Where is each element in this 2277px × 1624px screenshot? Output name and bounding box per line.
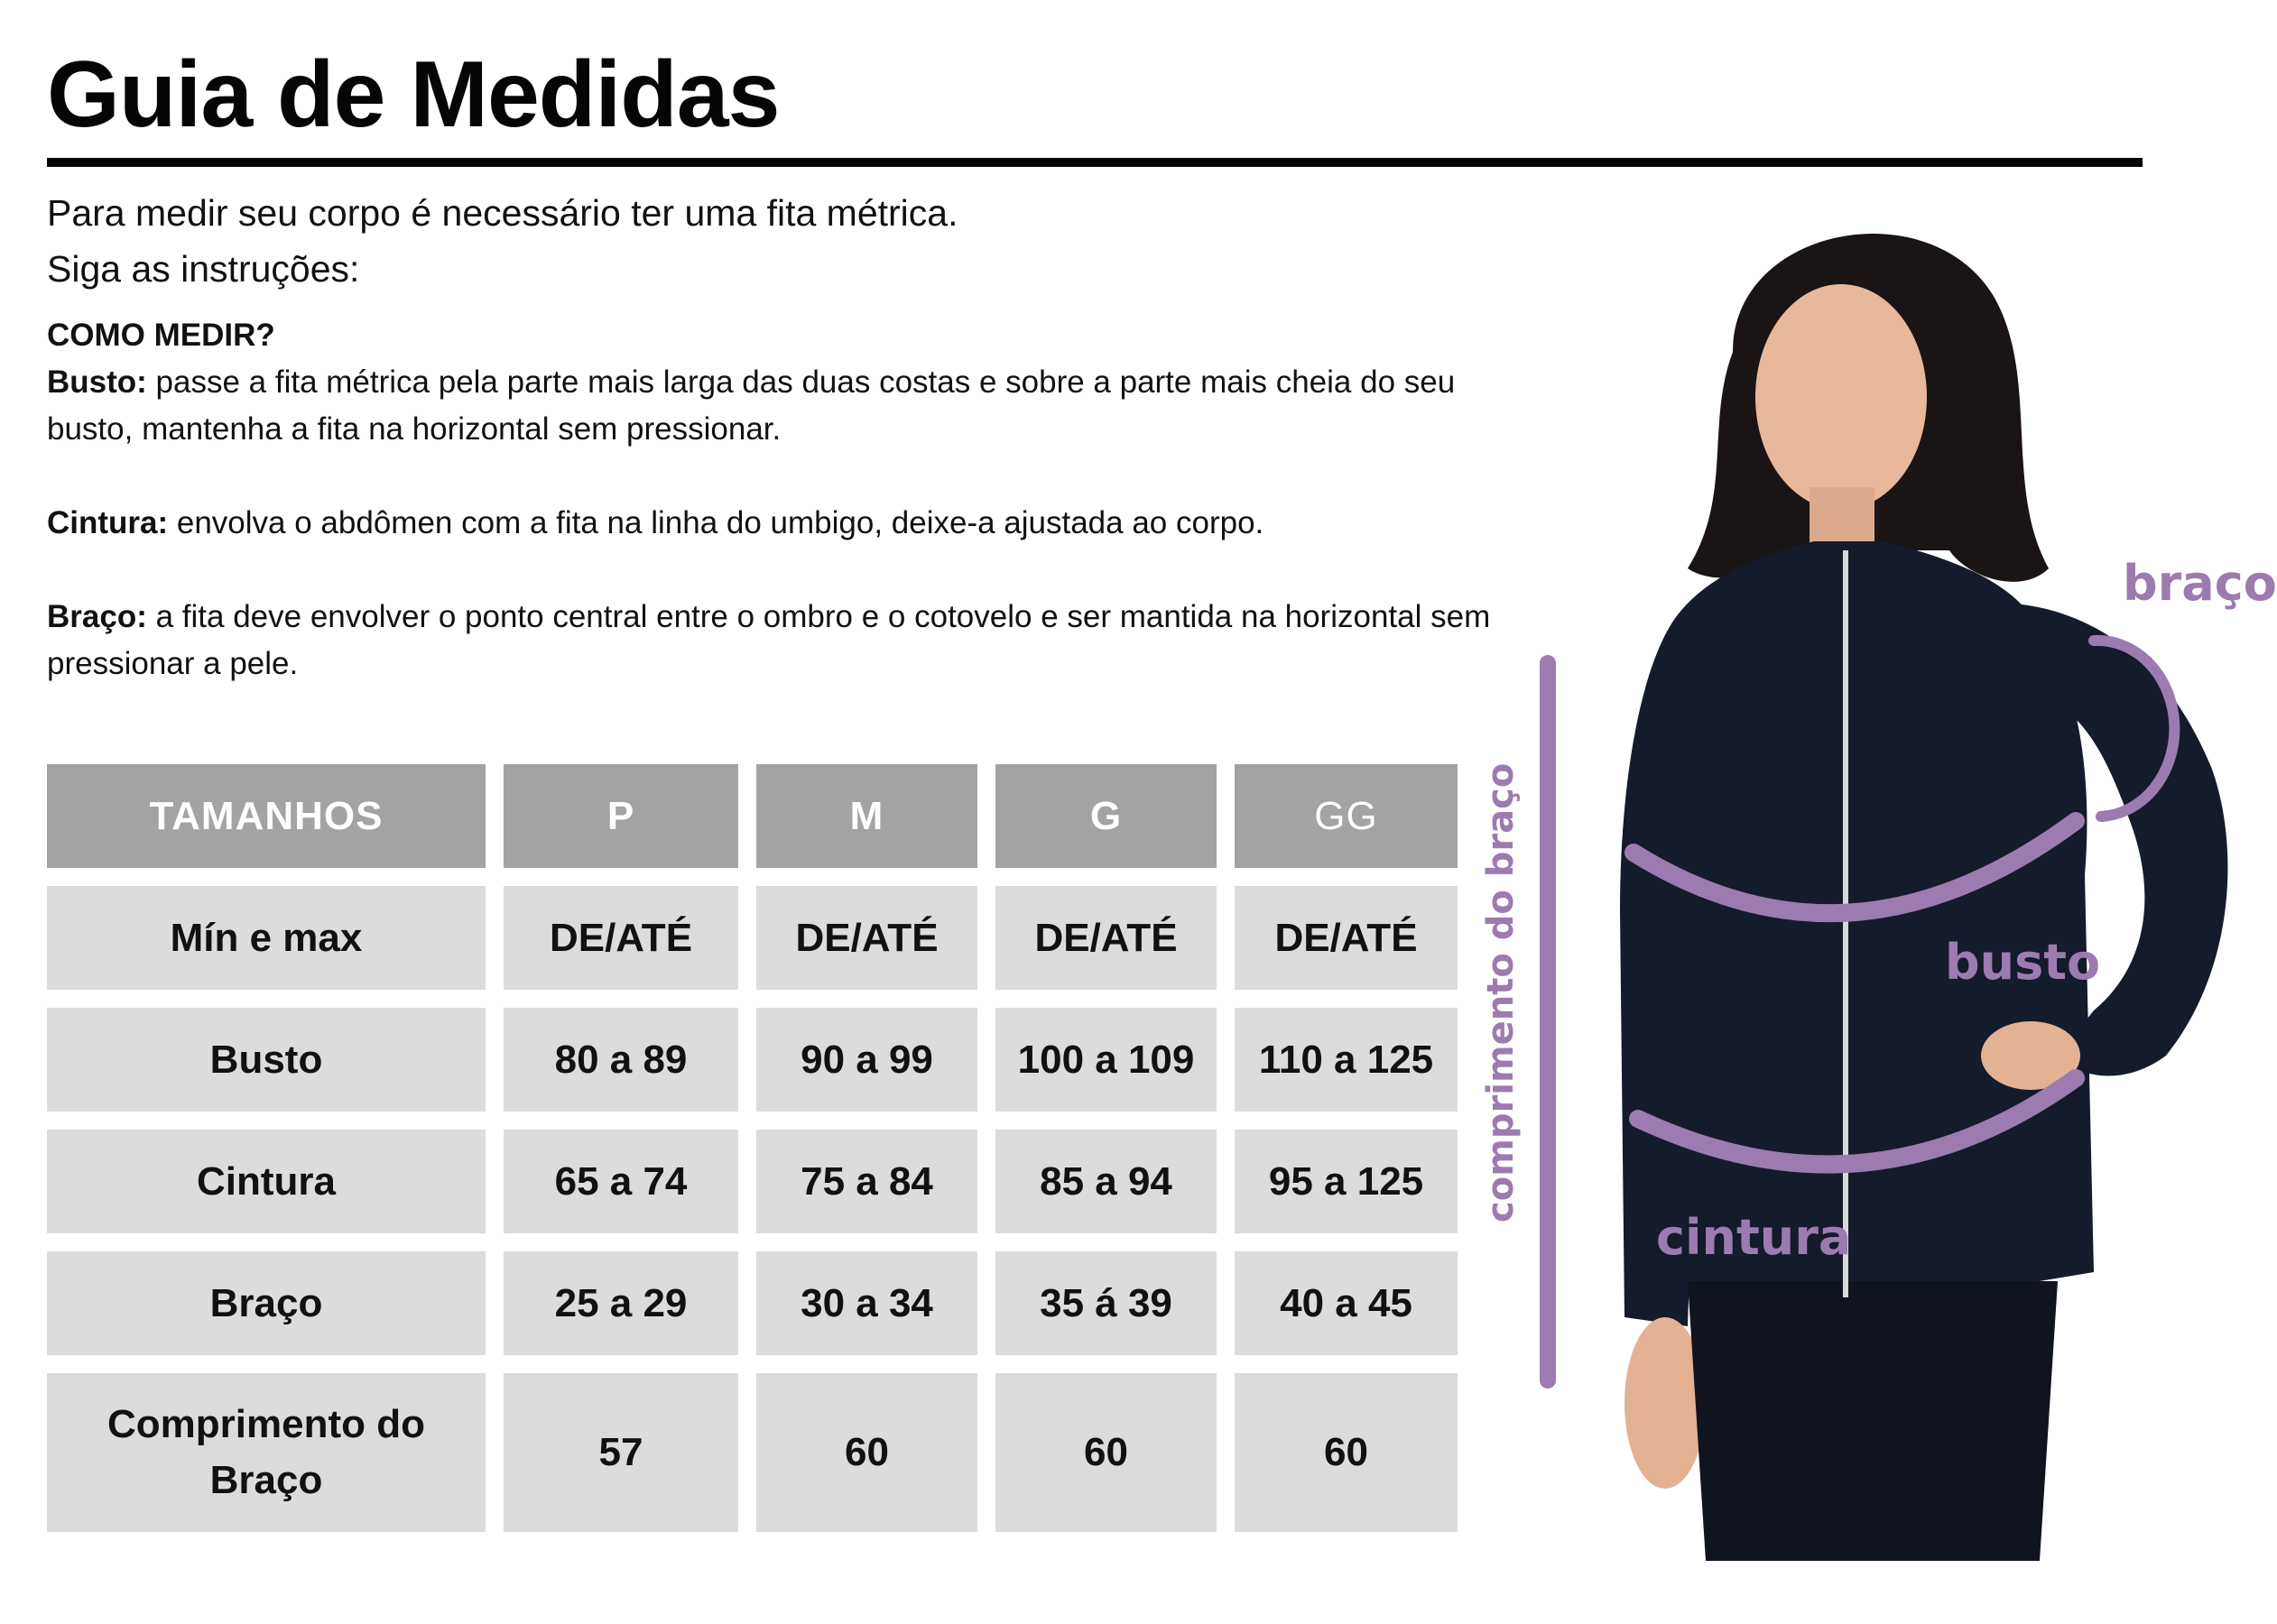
arm-length-gg: 60 xyxy=(1235,1373,1458,1532)
bust-instruction-label: Busto: xyxy=(47,364,147,400)
waist-p: 65 a 74 xyxy=(504,1130,738,1233)
how-to-measure xyxy=(47,312,1536,734)
min-max-p: DE/ATÉ xyxy=(504,886,738,990)
title-divider xyxy=(47,158,2143,167)
bust-gg: 110 a 125 xyxy=(1235,1008,1458,1112)
waist-m: 75 a 84 xyxy=(756,1130,977,1233)
arm-length-p: 57 xyxy=(504,1373,738,1532)
model-figure xyxy=(1462,189,2256,1561)
row-label-min-max: Mín e max xyxy=(47,886,486,990)
min-max-m: DE/ATÉ xyxy=(756,886,977,990)
waist-instruction-label: Cintura: xyxy=(47,505,169,540)
bust-m: 90 a 99 xyxy=(756,1008,977,1112)
arm-instruction-label: Braço: xyxy=(47,599,147,634)
arm-m: 30 a 34 xyxy=(756,1251,977,1355)
table-header-m: M xyxy=(756,764,977,868)
how-to-heading: COMO MEDIR? xyxy=(47,318,275,353)
min-max-g: DE/ATÉ xyxy=(995,886,1217,990)
arm-measure-label: braço xyxy=(2123,555,2277,612)
bust-g: 100 a 109 xyxy=(995,1008,1217,1112)
table-header-p: P xyxy=(504,764,738,868)
waist-g: 85 a 94 xyxy=(995,1130,1217,1233)
model-face xyxy=(1755,284,1927,510)
bust-instruction-text: passe a fita métrica pela parte mais larga das duas costas e sobre a parte mais cheia do seu busto, mantenha a fita na horizontal sem pressionar. xyxy=(47,364,1456,447)
intro-line-1: Para medir seu corpo é necessário ter uma fita métrica. xyxy=(47,192,958,234)
bust-measure-label: busto xyxy=(1945,934,2101,991)
table-header-sizes: TAMANHOS xyxy=(47,764,486,868)
row-label-waist: Cintura xyxy=(47,1130,486,1233)
arm-length-g: 60 xyxy=(995,1373,1217,1532)
arm-length-m: 60 xyxy=(756,1373,977,1532)
model-illustration xyxy=(1462,189,2256,1561)
page-title: Guia de Medidas xyxy=(47,42,780,147)
min-max-gg: DE/ATÉ xyxy=(1235,886,1458,990)
row-label-bust: Busto xyxy=(47,1008,486,1112)
model-jacket xyxy=(1649,541,2094,1308)
intro-text xyxy=(47,185,1536,297)
intro-line-2: Siga as instruções: xyxy=(47,248,360,290)
arm-p: 25 a 29 xyxy=(504,1251,738,1355)
row-label-arm: Braço xyxy=(47,1251,486,1355)
bust-p: 80 a 89 xyxy=(504,1008,738,1112)
table-header-gg: GG xyxy=(1235,764,1458,868)
waist-measure-label: cintura xyxy=(1656,1209,1852,1266)
model-leggings xyxy=(1688,1281,2058,1561)
bust-instruction xyxy=(47,359,1536,453)
arm-gg: 40 a 45 xyxy=(1235,1251,1458,1355)
arm-length-measure-label: comprimento do braço xyxy=(1480,762,1522,1223)
arm-instruction-text: a fita deve envolver o ponto central entre o ombro e o cotovelo e ser mantida na horizontal sem pressionar a pele. xyxy=(47,599,1491,681)
arm-instruction xyxy=(47,594,1536,687)
waist-gg: 95 a 125 xyxy=(1235,1130,1458,1233)
arm-g: 35 á 39 xyxy=(995,1251,1217,1355)
table-header-g: G xyxy=(995,764,1217,868)
row-label-arm-length: Comprimento do Braço xyxy=(47,1373,486,1532)
model-neck xyxy=(1810,487,1874,550)
waist-instruction xyxy=(47,500,1536,547)
waist-instruction-text: envolva o abdômen com a fita na linha do umbigo, deixe-a ajustada ao corpo. xyxy=(168,505,1264,540)
